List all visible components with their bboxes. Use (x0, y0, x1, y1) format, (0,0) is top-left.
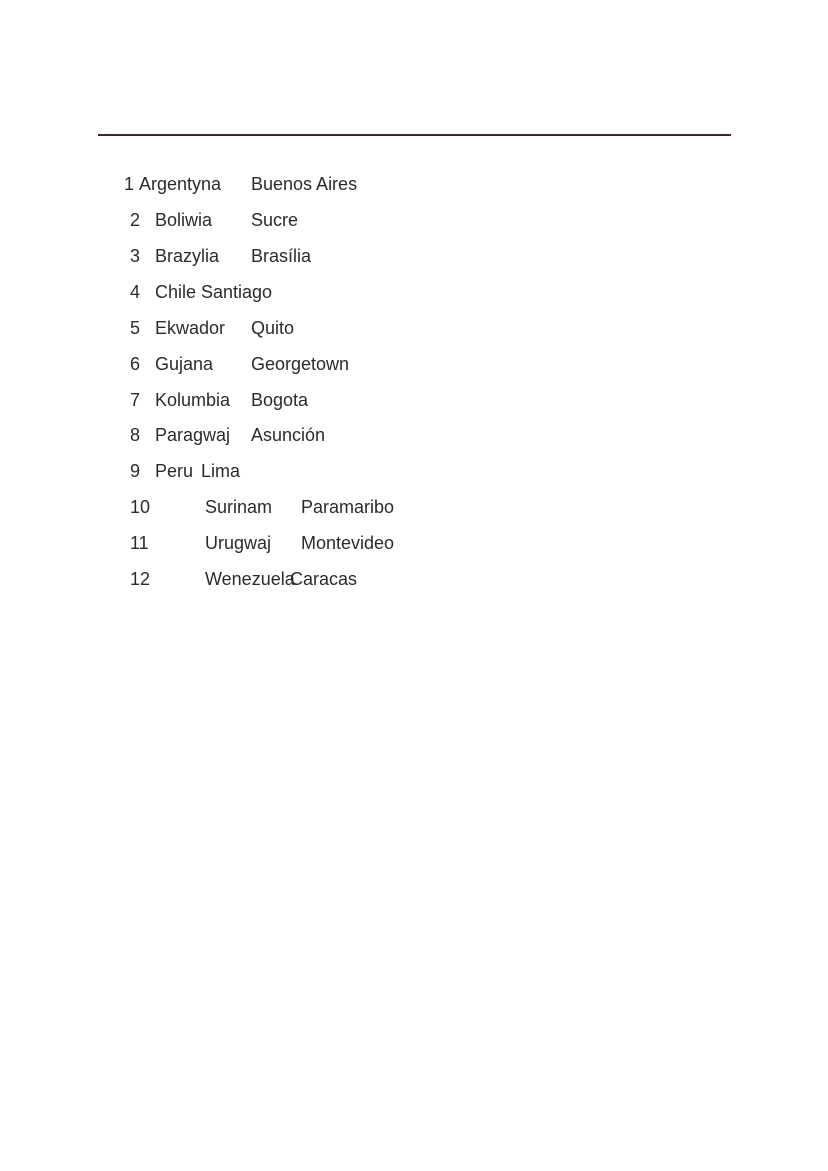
item-capital: Quito (251, 318, 295, 338)
item-number: 6 (130, 354, 141, 374)
item-number: 3 (130, 246, 141, 266)
item-number: 4 (130, 282, 141, 302)
item-country: Chile (155, 282, 197, 302)
item-country: Gujana (155, 354, 214, 374)
item-capital: Caracas (290, 569, 358, 589)
item-country: Argentyna (139, 174, 222, 194)
item-number: 1 (124, 174, 135, 194)
item-capital: Lima (201, 461, 241, 481)
item-country: Brazylia (155, 246, 220, 266)
item-country: Boliwia (155, 210, 213, 230)
item-country: Kolumbia (155, 390, 231, 410)
item-country: Peru (155, 461, 194, 481)
item-capital: Montevideo (301, 533, 395, 553)
item-number: 12 (130, 569, 151, 589)
item-number: 8 (130, 425, 141, 445)
item-country: Surinam (205, 497, 273, 517)
item-capital: Brasília (251, 246, 312, 266)
item-number: 11 (130, 533, 149, 553)
item-capital: Sucre (251, 210, 299, 230)
item-country: Ekwador (155, 318, 226, 338)
item-number: 9 (130, 461, 141, 481)
item-capital: Santiago (201, 282, 273, 302)
item-number: 2 (130, 210, 141, 230)
item-number: 7 (130, 390, 141, 410)
item-country: Paragwaj (155, 425, 231, 445)
item-country: Wenezuela (205, 569, 295, 589)
item-capital: Paramaribo (301, 497, 395, 517)
item-capital: Asunción (251, 425, 326, 445)
item-capital: Buenos Aires (251, 174, 358, 194)
item-capital: Georgetown (251, 354, 350, 374)
item-capital: Bogota (251, 390, 309, 410)
item-country: Urugwaj (205, 533, 272, 553)
item-number: 5 (130, 318, 141, 338)
item-number: 10 (130, 497, 151, 517)
